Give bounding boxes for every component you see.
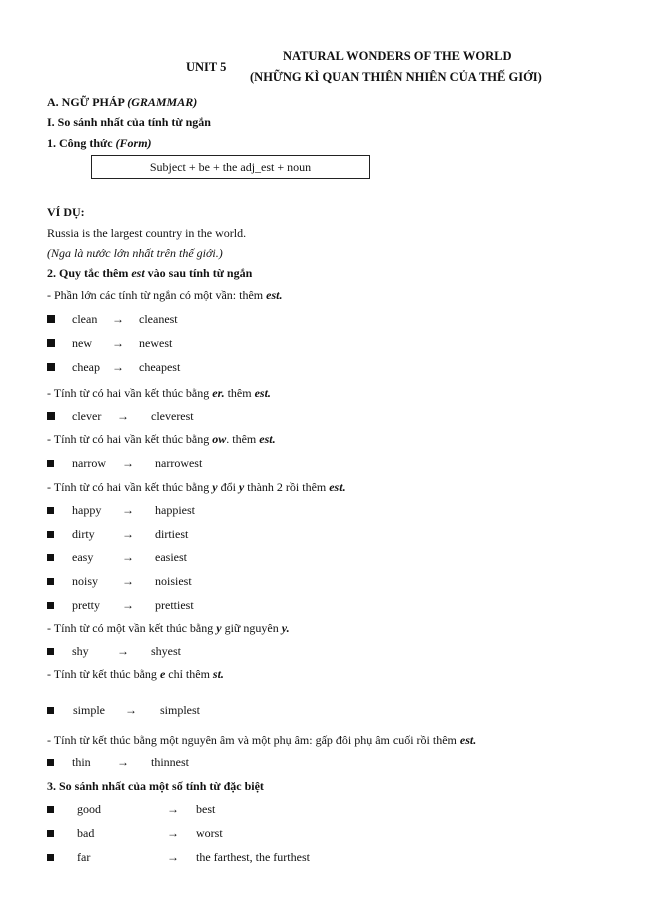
rules-heading-post: vào sau tính từ ngắn — [144, 266, 253, 280]
adjective-superlative: easiest — [155, 550, 187, 564]
formula-text: Subject + be + the adj_est + noun — [149, 159, 312, 174]
rule-5-em-2: y. — [281, 621, 290, 635]
adjective-base: shy — [72, 644, 89, 658]
arrow-icon: → — [117, 644, 129, 658]
formula-heading-label: 1. Công thức — [47, 136, 116, 150]
arrow-icon: → — [122, 503, 134, 517]
bullet-square-icon — [47, 830, 54, 837]
arrow-icon: → — [167, 850, 179, 864]
bullet-square-icon — [47, 460, 54, 467]
rule-6 — [47, 667, 224, 682]
formula-box — [91, 155, 370, 179]
bullet-square-icon — [47, 578, 54, 585]
title-vietnamese: (NHỮNG KÌ QUAN THIÊN NHIÊN CỦA THẾ GIỚI) — [250, 70, 542, 84]
adjective-base: new — [72, 336, 92, 350]
bullet-square-icon — [47, 412, 55, 420]
rule-6-em-2: st. — [212, 667, 224, 681]
rule-4-em-3: est. — [329, 480, 346, 494]
rule-2-text: - Tính từ có hai vần kết thúc bằng — [47, 386, 213, 400]
title-english: NATURAL WONDERS OF THE WORLD — [283, 49, 512, 63]
rule-4 — [47, 480, 346, 495]
bullet-square-icon — [47, 854, 54, 861]
rules-heading-em: est — [131, 266, 145, 280]
adjective-base: happy — [72, 503, 102, 517]
adjective-base: cheap — [72, 360, 100, 374]
arrow-icon: → — [122, 527, 134, 541]
formula-heading-en: (Form) — [115, 136, 152, 150]
adjective-base: pretty — [72, 598, 100, 612]
bullet-square-icon — [47, 554, 54, 561]
arrow-icon: → — [122, 574, 134, 588]
adjective-superlative: prettiest — [155, 598, 194, 612]
arrow-icon: → — [122, 598, 134, 612]
arrow-icon: → — [125, 703, 137, 717]
bullet-square-icon — [47, 363, 55, 371]
adjective-base: good — [77, 802, 101, 816]
bullet-square-icon — [47, 602, 54, 609]
adjective-base: easy — [72, 550, 94, 564]
rule-2-em-2: est. — [254, 386, 271, 400]
rule-4-text: - Tính từ có hai vần kết thúc bằng — [47, 480, 213, 494]
adjective-superlative: happiest — [155, 503, 195, 517]
rule-3-em: ow — [212, 432, 227, 446]
arrow-icon: → — [117, 755, 129, 769]
adjective-superlative: worst — [196, 826, 223, 840]
rule-3-em-2: est. — [259, 432, 276, 446]
section-a-heading — [47, 95, 197, 110]
arrow-icon: → — [117, 409, 129, 423]
rule-5 — [47, 621, 290, 636]
rules-heading — [47, 266, 252, 281]
arrow-icon: → — [167, 802, 179, 816]
rule-2-mid: thêm — [224, 386, 255, 400]
adjective-superlative: best — [196, 802, 216, 816]
rule-2 — [47, 386, 271, 401]
special-heading: 3. So sánh nhất của một số tính từ đặc biệt — [47, 779, 264, 793]
section-1-heading: I. So sánh nhất của tính từ ngắn — [47, 115, 211, 129]
adjective-base: dirty — [72, 527, 95, 541]
arrow-icon: → — [122, 550, 134, 564]
rule-5-mid: giữ nguyên — [221, 621, 282, 635]
adjective-superlative: noisiest — [155, 574, 192, 588]
adjective-superlative: cheapest — [139, 360, 181, 374]
rule-6-text: - Tính từ kết thúc bằng — [47, 667, 160, 681]
arrow-icon: → — [167, 826, 179, 840]
section-a-label-en: (GRAMMAR) — [127, 95, 198, 109]
bullet-square-icon — [47, 648, 54, 655]
bullet-square-icon — [47, 315, 55, 323]
arrow-icon: → — [122, 456, 134, 470]
rule-7-em: est. — [459, 733, 477, 747]
bullet-square-icon — [47, 531, 54, 538]
rule-4-em: y — [212, 480, 218, 494]
rule-1-text: - Phần lớn các tính từ ngắn có một vần: thêm — [47, 288, 267, 302]
bullet-square-icon — [47, 707, 54, 714]
adjective-base: noisy — [72, 574, 99, 588]
adjective-superlative: simplest — [160, 703, 201, 717]
rule-6-em: e — [159, 667, 166, 681]
formula-heading — [47, 136, 152, 151]
adjective-base: bad — [77, 826, 95, 840]
bullet-square-icon — [47, 759, 54, 766]
arrow-icon: → — [112, 312, 124, 326]
rule-1 — [47, 288, 282, 303]
rule-4-em-2: y — [238, 480, 245, 494]
arrow-icon: → — [112, 360, 124, 374]
rule-5-text: - Tính từ có một vần kết thúc bằng — [47, 621, 217, 635]
rule-7-text: - Tính từ kết thúc bằng một nguyên âm và một phụ âm: gấp đôi phụ âm cuối rồi thêm — [47, 733, 460, 747]
adjective-base: far — [77, 850, 91, 864]
example-sentence: Russia is the largest country in the world. — [47, 226, 247, 240]
example-label: VÍ DỤ: — [47, 205, 85, 219]
adjective-superlative: narrowest — [155, 456, 203, 470]
adjective-superlative: newest — [139, 336, 173, 350]
adjective-superlative: the farthest, the furthest — [196, 850, 310, 864]
unit-label: UNIT 5 — [186, 60, 227, 74]
adjective-base: thin — [72, 755, 91, 769]
adjective-superlative: cleverest — [151, 409, 194, 423]
bullet-square-icon — [47, 339, 55, 347]
adjective-base: clever — [72, 409, 102, 423]
arrow-icon: → — [112, 336, 124, 350]
adjective-superlative: cleanest — [139, 312, 178, 326]
section-a-label: A. NGỮ PHÁP — [47, 95, 128, 109]
adjective-base: simple — [73, 703, 105, 717]
bullet-square-icon — [47, 507, 54, 514]
adjective-base: narrow — [72, 456, 106, 470]
rules-heading-pre: 2. Quy tắc thêm — [47, 266, 132, 280]
rule-4-mid: đổi — [217, 480, 239, 494]
rule-7 — [47, 733, 476, 748]
rule-3 — [47, 432, 276, 447]
adjective-superlative: dirtiest — [155, 527, 189, 541]
rule-6-mid: chỉ thêm — [165, 667, 213, 681]
rule-5-em: y — [216, 621, 222, 635]
rule-3-mid: . thêm — [226, 432, 260, 446]
rule-3-text: - Tính từ có hai vần kết thúc bằng — [47, 432, 213, 446]
rule-4-mid-2: thành 2 rồi thêm — [244, 480, 330, 494]
adjective-superlative: shyest — [151, 644, 181, 658]
adjective-superlative: thinnest — [151, 755, 189, 769]
rule-2-em: er. — [212, 386, 225, 400]
adjective-base: clean — [72, 312, 98, 326]
rule-1-em: est. — [266, 288, 283, 302]
bullet-square-icon — [47, 806, 54, 813]
example-translation: (Nga là nước lớn nhất trên thế giới.) — [47, 246, 223, 260]
